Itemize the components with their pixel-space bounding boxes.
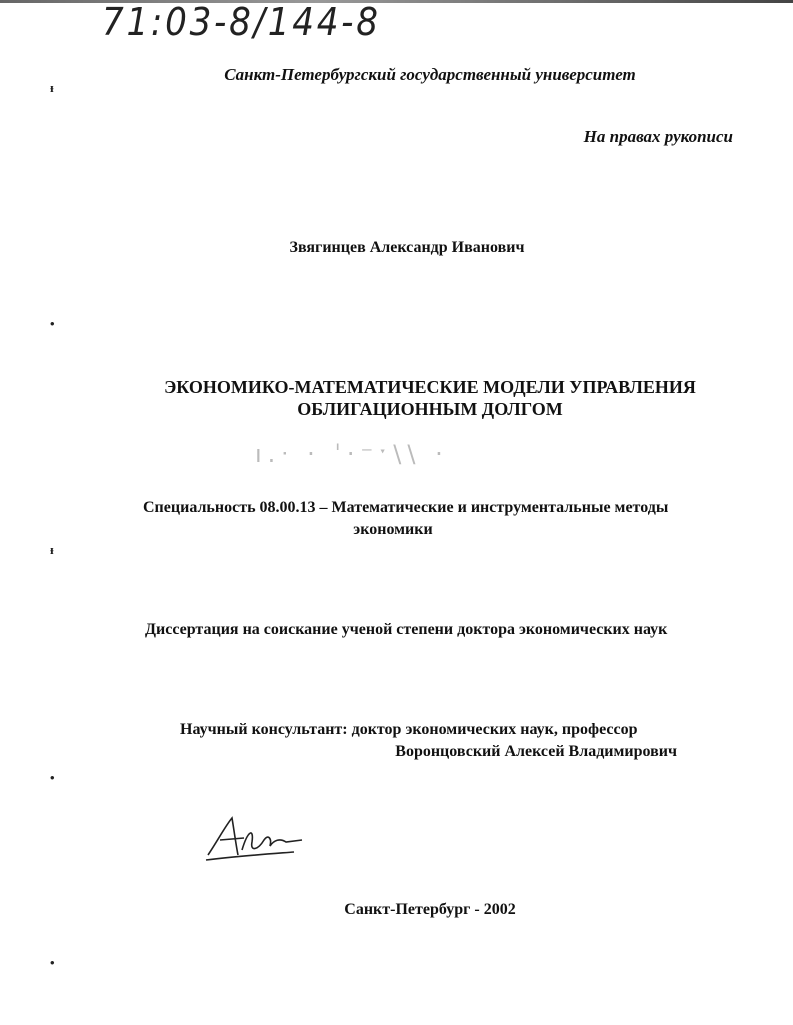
- specialty-line-1: Специальность 08.00.13 – Математические и инструментальные методы: [143, 499, 669, 516]
- dissertation-degree: Диссертация на соискание ученой степени доктора экономических наук: [145, 621, 668, 638]
- consultant-line-1: Научный консультант: доктор экономических наук, профессор: [180, 721, 638, 738]
- margin-mark: ᵻ: [50, 542, 54, 557]
- margin-mark: •: [50, 770, 55, 785]
- signature: [198, 810, 308, 865]
- consultant-line-2: Воронцовский Алексей Владимирович: [395, 743, 677, 760]
- dissertation-title-line-2: ОБЛИГАЦИОННЫМ ДОЛГОМ: [297, 399, 563, 419]
- faded-stamp: ı.ᐧ · ˈ·⁻ˑ\\ ·: [255, 440, 449, 468]
- university-name: Санкт-Петербургский государственный университет: [224, 65, 636, 84]
- dissertation-title-line-1: ЭКОНОМИКО-МАТЕМАТИЧЕСКИЕ МОДЕЛИ УПРАВЛЕНИЯ: [164, 377, 696, 397]
- margin-mark: •: [50, 316, 55, 331]
- specialty-line-2: экономики: [353, 521, 433, 538]
- manuscript-note: На правах рукописи: [583, 127, 733, 146]
- handwritten-archive-number: 71:03-8/144-8: [102, 0, 381, 44]
- city-year: Санкт-Петербург - 2002: [344, 901, 516, 918]
- margin-mark: •: [50, 955, 55, 970]
- margin-mark: ᵻ: [50, 80, 54, 95]
- author-name: Звягинцев Александр Иванович: [289, 239, 525, 256]
